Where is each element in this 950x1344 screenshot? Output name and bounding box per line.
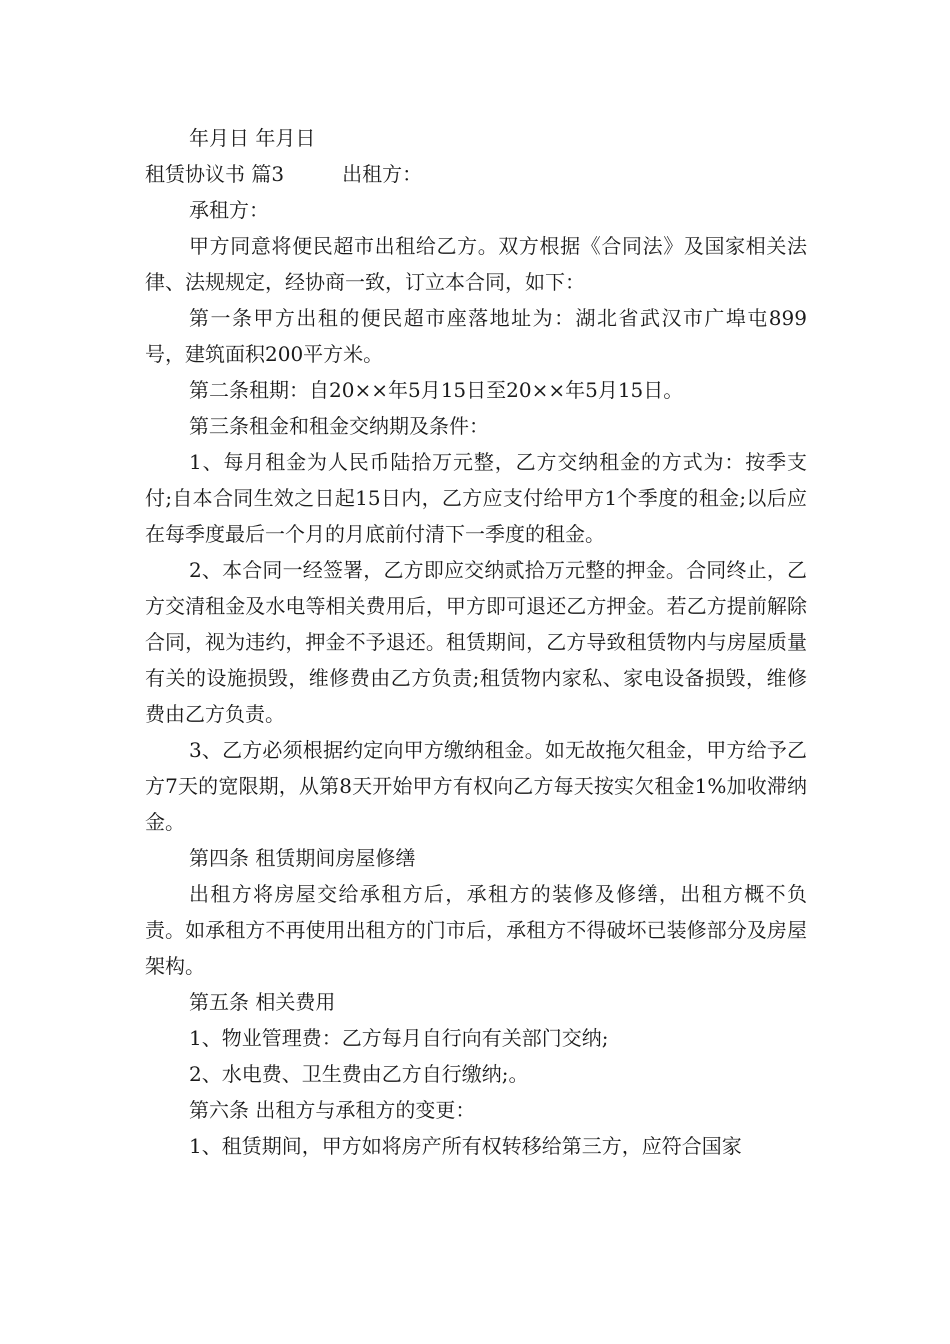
preamble-paragraph: 甲方同意将便民超市出租给乙方。双方根据《合同法》及国家相关法律、法规规定，经协商一致，订立本合同，如下： <box>145 234 807 294</box>
article-2: 第二条租期：自20××年5月15日至20××年5月15日。 <box>189 378 684 402</box>
article-1: 第一条甲方出租的便民超市座落地址为：湖北省武汉市广埠屯899号，建筑面积200平方米。 <box>145 306 807 366</box>
document-page <box>145 120 807 1164</box>
article-6-heading: 第六条 出租方与承租方的变更： <box>189 1098 476 1122</box>
article-6-item-1: 1、租赁期间，甲方如将房产所有权转移给第三方，应符合国家 <box>189 1134 742 1158</box>
article-3-item-3: 3、乙方必须根据约定向甲方缴纳租金。如无故拖欠租金，甲方给予乙方7天的宽限期，从第8天开始甲方有权向乙方每天按实欠租金1%加收滞纳金。 <box>145 738 807 834</box>
article-5-heading: 第五条 相关费用 <box>189 990 336 1014</box>
article-3-item-2: 2、本合同一经签署，乙方即应交纳贰拾万元整的押金。合同终止，乙方交清租金及水电等相关费用后，甲方即可退还乙方押金。若乙方提前解除合同，视为违约，押金不予退还。租赁期间，乙方导致租赁物内与房屋质量有关的设施损毁，维修费由乙方负责;租赁物内家私、家电设备损毁，维修费由乙方负责。 <box>145 558 807 726</box>
article-3-item-1: 1、每月租金为人民币陆拾万元整，乙方交纳租金的方式为：按季支付;自本合同生效之日起15日内，乙方应支付给甲方1个季度的租金;以后应在每季度最后一个月的月底前付清下一季度的租金。 <box>145 450 807 546</box>
article-5-item-1: 1、物业管理费：乙方每月自行向有关部门交纳; <box>189 1026 609 1050</box>
title-line <box>145 156 807 192</box>
article-4-heading: 第四条 租赁期间房屋修缮 <box>189 846 416 870</box>
date-line: 年月日 年月日 <box>189 126 316 150</box>
lessor-label: 出租方： <box>342 162 423 186</box>
document-title: 租赁协议书 篇3 <box>145 162 285 186</box>
lessee-label: 承租方： <box>189 198 269 222</box>
article-4-body: 出租方将房屋交给承租方后，承租方的装修及修缮，出租方概不负责。如承租方不再使用出租方的门市后，承租方不得破坏已装修部分及房屋架构。 <box>145 882 807 978</box>
article-5-item-2: 2、水电费、卫生费由乙方自行缴纳;。 <box>189 1062 529 1086</box>
article-3-heading: 第三条租金和租金交纳期及条件： <box>189 414 489 438</box>
